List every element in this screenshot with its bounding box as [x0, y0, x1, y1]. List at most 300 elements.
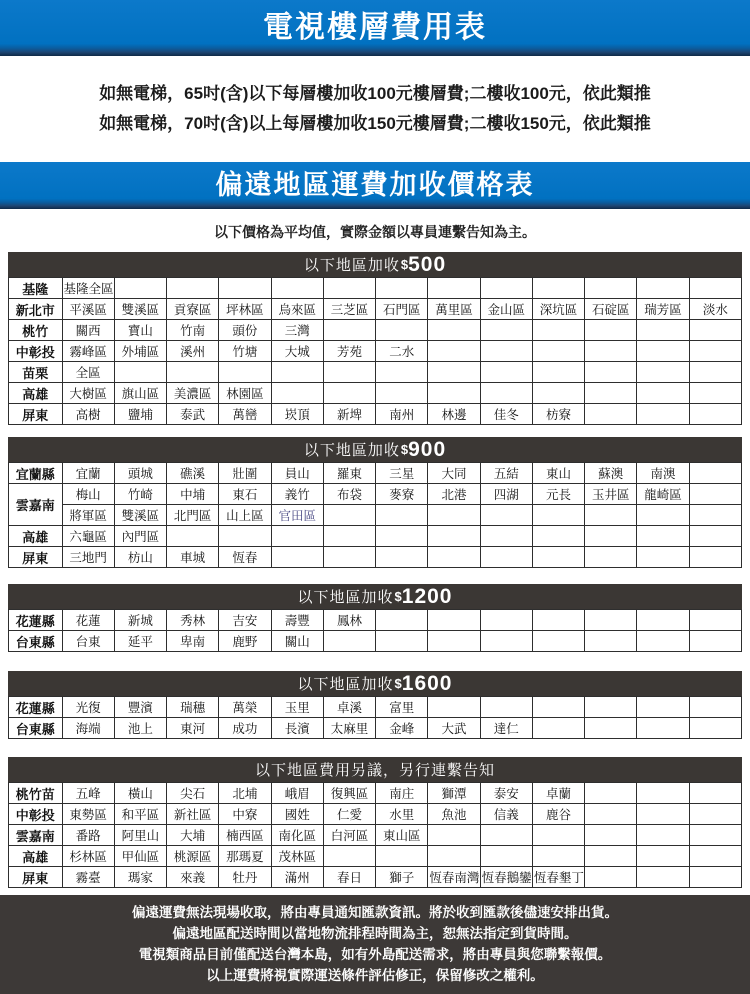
region-cell — [637, 610, 689, 631]
region-cell: 鹿野 — [219, 631, 271, 652]
region-cell — [689, 867, 741, 888]
region-cell: 三地門 — [62, 547, 114, 568]
region-cell — [637, 404, 689, 425]
region-cell: 內門區 — [114, 526, 166, 547]
region-cell — [585, 697, 637, 718]
region-cell: 秀林 — [167, 610, 219, 631]
region-cell: 貢寮區 — [167, 299, 219, 320]
region-cell: 東勢區 — [62, 804, 114, 825]
region-cell: 那瑪夏 — [219, 846, 271, 867]
region-cell: 大樹區 — [62, 383, 114, 404]
region-cell — [637, 804, 689, 825]
region-cell — [689, 362, 741, 383]
region-cell: 尖石 — [167, 783, 219, 804]
region-label: 宜蘭縣 — [9, 463, 63, 484]
region-cell: 台東 — [62, 631, 114, 652]
region-cell — [480, 362, 532, 383]
region-cell: 將軍區 — [62, 505, 114, 526]
region-cell — [376, 362, 428, 383]
table-row — [9, 867, 742, 888]
fee-table-section — [8, 584, 742, 652]
region-cell — [585, 610, 637, 631]
region-cell: 山上區 — [219, 505, 271, 526]
region-cell: 北門區 — [167, 505, 219, 526]
region-cell: 竹崎 — [114, 484, 166, 505]
region-cell: 布袋 — [323, 484, 375, 505]
region-cell — [637, 825, 689, 846]
region-cell — [532, 825, 584, 846]
region-cell: 車城 — [167, 547, 219, 568]
region-cell: 羅東 — [323, 463, 375, 484]
region-cell: 大埔 — [167, 825, 219, 846]
region-label: 桃竹苗 — [9, 783, 63, 804]
region-cell — [585, 383, 637, 404]
table-header-label: 以下地區加收 — [297, 589, 394, 606]
region-cell — [532, 846, 584, 867]
region-cell: 東河 — [167, 718, 219, 739]
region-cell: 卑南 — [167, 631, 219, 652]
region-cell: 壽豐 — [271, 610, 323, 631]
region-cell: 五峰 — [62, 783, 114, 804]
region-cell — [532, 631, 584, 652]
region-cell: 春日 — [323, 867, 375, 888]
region-cell: 新城 — [114, 610, 166, 631]
region-cell — [532, 505, 584, 526]
region-cell: 宜蘭 — [62, 463, 114, 484]
region-cell: 新社區 — [167, 804, 219, 825]
table-row — [9, 484, 742, 505]
elevator-note-line: 如無電梯，70吋(含)以上每層樓加收150元樓層費;二樓收150元，依此類推 — [99, 114, 651, 133]
region-cell: 恆春墾丁 — [532, 867, 584, 888]
region-cell: 光復 — [62, 697, 114, 718]
region-table — [8, 277, 742, 425]
region-cell: 滿州 — [271, 867, 323, 888]
region-cell — [219, 278, 271, 299]
region-cell — [480, 505, 532, 526]
region-cell: 海端 — [62, 718, 114, 739]
region-cell — [689, 631, 741, 652]
region-cell — [689, 341, 741, 362]
region-cell — [114, 278, 166, 299]
region-cell — [271, 547, 323, 568]
region-cell: 泰安 — [480, 783, 532, 804]
region-cell: 關西 — [62, 320, 114, 341]
region-cell — [323, 631, 375, 652]
region-label: 雲嘉南 — [9, 825, 63, 846]
region-label: 屏東 — [9, 547, 63, 568]
region-table — [8, 609, 742, 652]
region-cell: 鹽埔 — [114, 404, 166, 425]
region-cell — [376, 505, 428, 526]
region-table — [8, 696, 742, 739]
region-cell: 美濃區 — [167, 383, 219, 404]
region-label: 屏東 — [9, 404, 63, 425]
table-row — [9, 631, 742, 652]
region-cell — [376, 526, 428, 547]
region-cell — [428, 383, 480, 404]
region-cell — [532, 610, 584, 631]
region-label: 台東縣 — [9, 718, 63, 739]
region-cell — [585, 718, 637, 739]
region-cell — [585, 505, 637, 526]
region-label: 花蓮縣 — [9, 697, 63, 718]
region-cell — [689, 278, 741, 299]
region-cell: 富里 — [376, 697, 428, 718]
region-cell: 東山 — [532, 463, 584, 484]
table-row — [9, 505, 742, 526]
region-cell: 杉林區 — [62, 846, 114, 867]
region-cell — [689, 383, 741, 404]
tv-floor-fee-banner — [0, 0, 750, 56]
region-cell — [689, 404, 741, 425]
region-cell — [637, 547, 689, 568]
region-cell: 關山 — [271, 631, 323, 652]
region-cell — [428, 278, 480, 299]
table-row — [9, 526, 742, 547]
region-cell — [689, 526, 741, 547]
region-cell — [585, 867, 637, 888]
region-cell: 甲仙區 — [114, 846, 166, 867]
region-cell: 玉井區 — [585, 484, 637, 505]
region-cell: 水里 — [376, 804, 428, 825]
region-cell — [323, 547, 375, 568]
region-cell: 二水 — [376, 341, 428, 362]
region-cell — [219, 362, 271, 383]
region-cell: 恆春鵝鑾 — [480, 867, 532, 888]
region-cell: 霧峰區 — [62, 341, 114, 362]
table-row — [9, 783, 742, 804]
region-cell: 竹南 — [167, 320, 219, 341]
region-cell — [271, 526, 323, 547]
region-cell: 池上 — [114, 718, 166, 739]
region-cell: 林邊 — [428, 404, 480, 425]
region-table — [8, 782, 742, 888]
region-cell — [637, 341, 689, 362]
region-cell: 坪林區 — [219, 299, 271, 320]
region-cell: 番路 — [62, 825, 114, 846]
region-cell: 佳冬 — [480, 404, 532, 425]
region-cell: 泰武 — [167, 404, 219, 425]
dollar-sign: $ — [394, 676, 402, 691]
region-cell: 林園區 — [219, 383, 271, 404]
region-cell — [585, 846, 637, 867]
region-cell: 雙溪區 — [114, 299, 166, 320]
region-cell — [428, 846, 480, 867]
region-cell: 中寮 — [219, 804, 271, 825]
footer-note-line: 偏遠運費無法現場收取，將由專員通知匯款資訊。將於收到匯款後儘速安排出貨。 — [132, 905, 618, 920]
table-header-label: 以下地區加收 — [303, 257, 400, 274]
region-cell — [480, 526, 532, 547]
region-cell — [532, 526, 584, 547]
region-cell — [689, 697, 741, 718]
region-cell: 復興區 — [323, 783, 375, 804]
region-cell: 卓蘭 — [532, 783, 584, 804]
region-cell — [480, 383, 532, 404]
region-cell: 外埔區 — [114, 341, 166, 362]
region-cell: 雙溪區 — [114, 505, 166, 526]
region-cell — [532, 341, 584, 362]
region-cell: 恆春南灣 — [428, 867, 480, 888]
table-header-amount: 1200 — [401, 584, 453, 608]
region-cell — [637, 867, 689, 888]
region-cell: 南化區 — [271, 825, 323, 846]
region-cell: 達仁 — [480, 718, 532, 739]
region-cell: 東山區 — [376, 825, 428, 846]
region-cell: 金峰 — [376, 718, 428, 739]
region-label: 新北市 — [9, 299, 63, 320]
region-cell — [689, 484, 741, 505]
region-cell — [585, 783, 637, 804]
fee-tables — [0, 252, 750, 888]
region-cell — [376, 320, 428, 341]
region-cell: 萬榮 — [219, 697, 271, 718]
table-header-label: 以下地區費用另議，另行連繫告知 — [254, 762, 495, 779]
region-cell: 長濱 — [271, 718, 323, 739]
region-cell — [689, 547, 741, 568]
region-cell — [114, 362, 166, 383]
region-cell: 獅潭 — [428, 783, 480, 804]
region-cell: 蘇澳 — [585, 463, 637, 484]
table-row — [9, 404, 742, 425]
footer-note-line: 偏遠地區配送時間以當地物流排程時間為主，恕無法指定到貨時間。 — [172, 926, 578, 941]
table-header-bar — [8, 252, 742, 277]
region-cell: 旗山區 — [114, 383, 166, 404]
remote-area-fee-banner — [0, 162, 750, 209]
region-label: 台東縣 — [9, 631, 63, 652]
region-cell: 延平 — [114, 631, 166, 652]
region-cell: 鹿谷 — [532, 804, 584, 825]
region-cell — [637, 846, 689, 867]
region-cell: 橫山 — [114, 783, 166, 804]
region-label: 中彰投 — [9, 341, 63, 362]
region-table — [8, 462, 742, 568]
footer-notes — [0, 895, 750, 994]
region-cell: 枋山 — [114, 547, 166, 568]
region-label: 花蓮縣 — [9, 610, 63, 631]
region-cell: 元長 — [532, 484, 584, 505]
region-cell: 瑞穗 — [167, 697, 219, 718]
table-header-label: 以下地區加收 — [297, 676, 394, 693]
region-cell — [689, 846, 741, 867]
region-cell — [689, 825, 741, 846]
region-cell — [428, 505, 480, 526]
region-cell: 瑞芳區 — [637, 299, 689, 320]
table-header-amount: 1600 — [401, 671, 453, 695]
region-cell: 官田區 — [271, 505, 323, 526]
region-cell — [323, 320, 375, 341]
region-cell — [376, 610, 428, 631]
table-row — [9, 278, 742, 299]
table-header-bar — [8, 757, 742, 782]
region-cell — [585, 547, 637, 568]
region-cell — [428, 320, 480, 341]
region-cell — [480, 846, 532, 867]
region-cell: 高樹 — [62, 404, 114, 425]
region-cell — [689, 610, 741, 631]
region-cell: 來義 — [167, 867, 219, 888]
region-cell — [323, 278, 375, 299]
region-cell — [637, 505, 689, 526]
region-cell — [532, 320, 584, 341]
region-cell: 恆春 — [219, 547, 271, 568]
region-cell: 國姓 — [271, 804, 323, 825]
region-label: 雲嘉南 — [9, 484, 63, 526]
region-cell: 和平區 — [114, 804, 166, 825]
table-row — [9, 320, 742, 341]
region-cell: 金山區 — [480, 299, 532, 320]
fee-table-section — [8, 671, 742, 739]
table-row — [9, 299, 742, 320]
region-cell — [376, 846, 428, 867]
elevator-note-line: 如無電梯，65吋(含)以下每層樓加收100元樓層費;二樓收100元，依此類推 — [99, 84, 651, 103]
region-cell: 峨眉 — [271, 783, 323, 804]
region-cell: 中埔 — [167, 484, 219, 505]
region-cell: 萬巒 — [219, 404, 271, 425]
table-header-bar — [8, 671, 742, 696]
region-cell — [323, 505, 375, 526]
region-cell: 三星 — [376, 463, 428, 484]
region-cell: 南庄 — [376, 783, 428, 804]
region-cell — [637, 383, 689, 404]
region-cell — [480, 320, 532, 341]
region-cell — [532, 362, 584, 383]
region-cell: 成功 — [219, 718, 271, 739]
region-cell — [637, 697, 689, 718]
region-cell — [376, 631, 428, 652]
fee-table-section — [8, 437, 742, 568]
region-cell — [585, 804, 637, 825]
region-cell: 崁頂 — [271, 404, 323, 425]
region-cell — [271, 362, 323, 383]
region-cell: 五結 — [480, 463, 532, 484]
table-header-bar — [8, 437, 742, 462]
region-cell: 魚池 — [428, 804, 480, 825]
region-cell: 平溪區 — [62, 299, 114, 320]
region-cell: 信義 — [480, 804, 532, 825]
region-cell — [689, 718, 741, 739]
footer-note-line: 以上運費將視實際運送條件評估修正，保留修改之權利。 — [206, 968, 544, 983]
region-cell: 東石 — [219, 484, 271, 505]
region-cell: 卓溪 — [323, 697, 375, 718]
region-cell: 萬里區 — [428, 299, 480, 320]
region-cell — [480, 610, 532, 631]
region-cell — [637, 783, 689, 804]
region-cell: 基隆全區 — [62, 278, 114, 299]
region-cell — [480, 697, 532, 718]
table-row — [9, 341, 742, 362]
region-cell: 枋寮 — [532, 404, 584, 425]
region-cell: 獅子 — [376, 867, 428, 888]
region-cell: 石碇區 — [585, 299, 637, 320]
region-cell — [376, 383, 428, 404]
region-cell: 吉安 — [219, 610, 271, 631]
table-row — [9, 718, 742, 739]
region-cell — [271, 278, 323, 299]
region-cell: 阿里山 — [114, 825, 166, 846]
region-cell: 豐濱 — [114, 697, 166, 718]
region-cell — [428, 697, 480, 718]
region-cell — [323, 362, 375, 383]
region-label: 苗栗 — [9, 362, 63, 383]
region-cell — [585, 320, 637, 341]
region-cell — [167, 526, 219, 547]
table-row — [9, 463, 742, 484]
region-cell — [428, 610, 480, 631]
region-cell — [428, 547, 480, 568]
table-row — [9, 547, 742, 568]
region-cell: 大同 — [428, 463, 480, 484]
region-cell — [323, 383, 375, 404]
region-cell — [480, 825, 532, 846]
region-cell — [480, 278, 532, 299]
dollar-sign: $ — [394, 589, 402, 604]
region-cell — [585, 404, 637, 425]
region-label: 屏東 — [9, 867, 63, 888]
region-cell — [585, 825, 637, 846]
region-cell: 玉里 — [271, 697, 323, 718]
region-cell — [428, 362, 480, 383]
region-cell: 麥寮 — [376, 484, 428, 505]
region-cell — [637, 631, 689, 652]
region-cell — [532, 697, 584, 718]
region-cell: 頭份 — [219, 320, 271, 341]
region-cell: 深坑區 — [532, 299, 584, 320]
fee-table-section — [8, 252, 742, 425]
region-cell — [428, 825, 480, 846]
region-cell — [585, 341, 637, 362]
table-row — [9, 610, 742, 631]
region-cell: 大城 — [271, 341, 323, 362]
region-cell: 竹塘 — [219, 341, 271, 362]
region-cell: 南澳 — [637, 463, 689, 484]
region-cell — [689, 783, 741, 804]
region-cell: 烏來區 — [271, 299, 323, 320]
region-cell — [585, 526, 637, 547]
region-label: 中彰投 — [9, 804, 63, 825]
region-cell — [532, 718, 584, 739]
region-cell — [637, 278, 689, 299]
region-cell — [532, 383, 584, 404]
region-cell: 淡水 — [689, 299, 741, 320]
table-row — [9, 697, 742, 718]
region-cell: 霧臺 — [62, 867, 114, 888]
region-cell — [323, 846, 375, 867]
region-cell — [637, 718, 689, 739]
region-cell — [271, 383, 323, 404]
region-cell — [637, 320, 689, 341]
region-cell — [585, 278, 637, 299]
table-row — [9, 804, 742, 825]
page-title: 電視樓層費用表 — [263, 11, 487, 44]
dollar-sign: $ — [400, 442, 409, 457]
footer-note-line: 電視類商品目前僅配送台灣本島，如有外島配送需求，將由專員與您聯繫報價。 — [138, 947, 612, 962]
region-cell — [219, 526, 271, 547]
region-cell — [532, 278, 584, 299]
region-cell — [637, 362, 689, 383]
region-cell — [376, 547, 428, 568]
region-cell — [585, 362, 637, 383]
table-header-amount: 500 — [408, 252, 447, 276]
region-cell: 仁愛 — [323, 804, 375, 825]
region-cell — [323, 526, 375, 547]
region-cell — [689, 463, 741, 484]
region-cell: 花蓮 — [62, 610, 114, 631]
region-cell: 瑪家 — [114, 867, 166, 888]
table-header-bar — [8, 584, 742, 609]
region-cell — [428, 526, 480, 547]
region-cell: 全區 — [62, 362, 114, 383]
region-cell: 壯圍 — [219, 463, 271, 484]
